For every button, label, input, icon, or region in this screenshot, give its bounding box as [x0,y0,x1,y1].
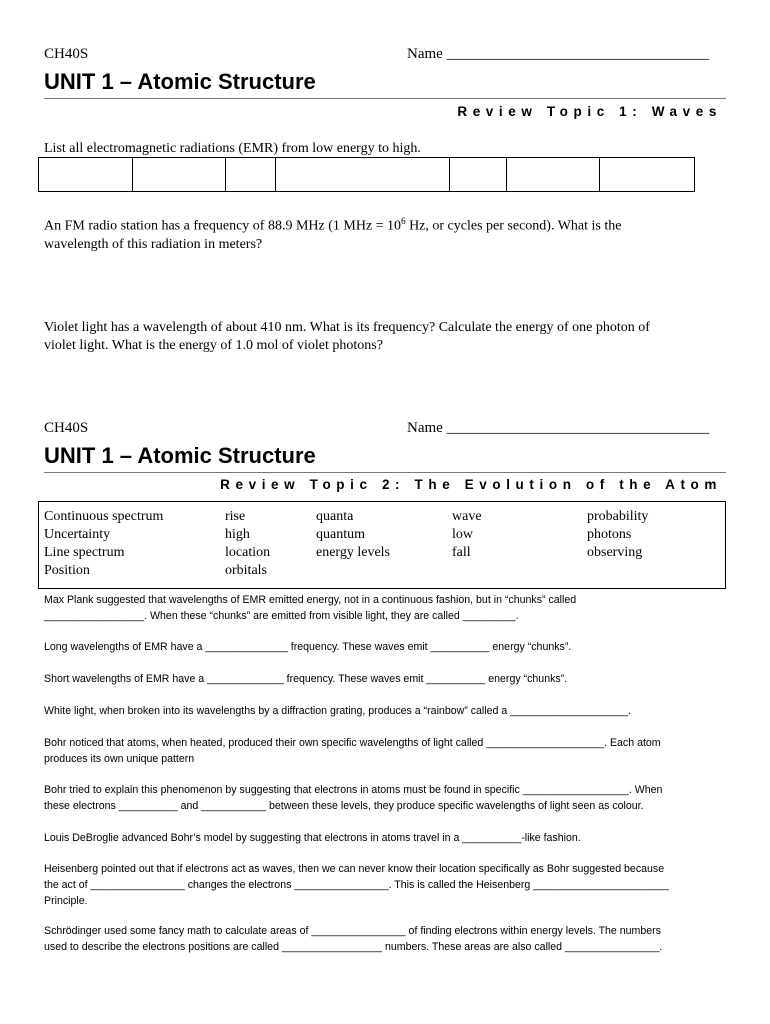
word-bank-term: location [225,545,271,560]
name-field[interactable]: Name ___________________________________ [407,420,710,436]
violet-question-line2: violet light. What is the energy of 1.0 mol of violet photons? [44,338,383,353]
emr-answer-cell[interactable] [450,158,506,192]
sentence-line: Heisenberg pointed out that if electrons act as waves, then we can never know their location specifically as Bohr suggested because [44,863,665,875]
emr-list-question: List all electromagnetic radiations (EMR) from low energy to high. [44,141,421,156]
course-code: CH40S [44,420,89,436]
word-bank-term: Continuous spectrum [44,509,164,524]
word-bank [38,501,726,589]
review-topic-heading: Review Topic 2: The Evolution of the Atom [220,477,722,492]
sentence-line: Long wavelengths of EMR have a ______________ frequency. These waves emit __________ energy “chunks”. [44,641,572,653]
word-bank-term: low [452,527,473,542]
fill-in-sentence-schrodinger [44,923,662,955]
fill-in-sentence-planck [44,592,576,624]
sentence-line: Short wavelengths of EMR have a _____________ frequency. These waves emit __________ energy “chunks”. [44,673,568,685]
emr-answer-cell[interactable] [599,158,694,192]
unit-title: UNIT 1 – Atomic Structure [44,443,316,468]
fill-in-sentence-short-wavelengths [44,671,567,687]
title-rule [44,472,726,473]
word-bank-term: Position [44,563,90,578]
fm-question-text-line2: wavelength of this radiation in meters? [44,236,263,252]
emr-answer-cell[interactable] [275,158,449,192]
sentence-line: Principle. [44,895,88,907]
exponent: 6 [401,216,406,226]
course-code: CH40S [44,46,89,62]
sentence-line: Schrödinger used some fancy math to calculate areas of ________________ of finding electrons within energy levels. The numbers [44,925,661,937]
sentence-line: produces its own unique pattern [44,753,195,765]
violet-question-line1: Violet light has a wavelength of about 410 nm. What is its frequency? Calculate the energy of one photon of [44,320,650,335]
word-bank-term: quanta [316,509,354,524]
word-bank-column [316,508,390,562]
fill-in-sentence-long-wavelengths [44,639,571,655]
fm-question-text-a: An FM radio station has a frequency of 88.9 MHz (1 MHz = 10 [44,218,402,234]
word-bank-column [587,508,648,562]
fm-radio-question [44,212,621,254]
emr-answer-cell[interactable] [226,158,276,192]
fill-in-sentence-bohr-spectrum [44,735,661,767]
emr-answer-cell[interactable] [506,158,599,192]
violet-light-question [44,319,650,355]
word-bank-term: Line spectrum [44,545,125,560]
word-bank-term: observing [587,545,643,560]
sentence-line: _________________. When these “chunks” are emitted from visible light, they are called _________. [44,610,519,622]
sentence-line: Bohr tried to explain this phenomenon by suggesting that electrons in atoms must be found in specific __________________. When [44,784,663,796]
emr-answer-cell[interactable] [133,158,226,192]
unit-title: UNIT 1 – Atomic Structure [44,69,316,94]
sentence-line: used to describe the electrons positions are called _________________ numbers. These areas are also called ________________. [44,941,663,953]
word-bank-term: orbitals [225,563,267,578]
sentence-line: White light, when broken into its wavelengths by a diffraction grating, produces a “rainbow” called a ____________________. [44,705,631,717]
sentence-line: Bohr noticed that atoms, when heated, produced their own specific wavelengths of light called ____________________. Each atom [44,737,661,749]
word-bank-term: probability [587,509,649,524]
emr-answer-table [38,157,695,192]
fm-question-text-b: Hz, or cycles per second). What is the [405,218,622,234]
emr-answer-cell[interactable] [39,158,133,192]
word-bank-term: rise [225,509,246,524]
title-rule [44,98,726,99]
review-topic-heading: Review Topic 1: Waves [457,104,722,119]
word-bank-term: fall [452,545,471,560]
word-bank-term: photons [587,527,632,542]
name-field[interactable]: Name ___________________________________ [407,46,710,62]
sentence-line: Louis DeBroglie advanced Bohr’s model by suggesting that electrons in atoms travel in a __________-like fashion. [44,832,581,844]
fill-in-sentence-debroglie [44,830,581,846]
sentence-line: the act of ________________ changes the electrons ________________. This is called the Heisenberg _______________________ [44,879,669,891]
word-bank-column [44,508,163,580]
sentence-line: Max Plank suggested that wavelengths of EMR emitted energy, not in a continuous fashion, but in “chunks” called [44,594,577,606]
fill-in-sentence-white-light [44,703,631,719]
word-bank-term: Uncertainty [44,527,111,542]
word-bank-column [225,508,270,580]
fill-in-sentence-bohr-levels [44,782,662,814]
word-bank-term: wave [452,509,482,524]
sentence-line: these electrons __________ and ___________ between these levels, they produce specific wavelengths of light seen as colour. [44,800,644,812]
word-bank-term: quantum [316,527,365,542]
word-bank-term: high [225,527,250,542]
word-bank-column [452,508,482,562]
fill-in-sentence-heisenberg [44,861,669,909]
word-bank-term: energy levels [316,545,390,560]
